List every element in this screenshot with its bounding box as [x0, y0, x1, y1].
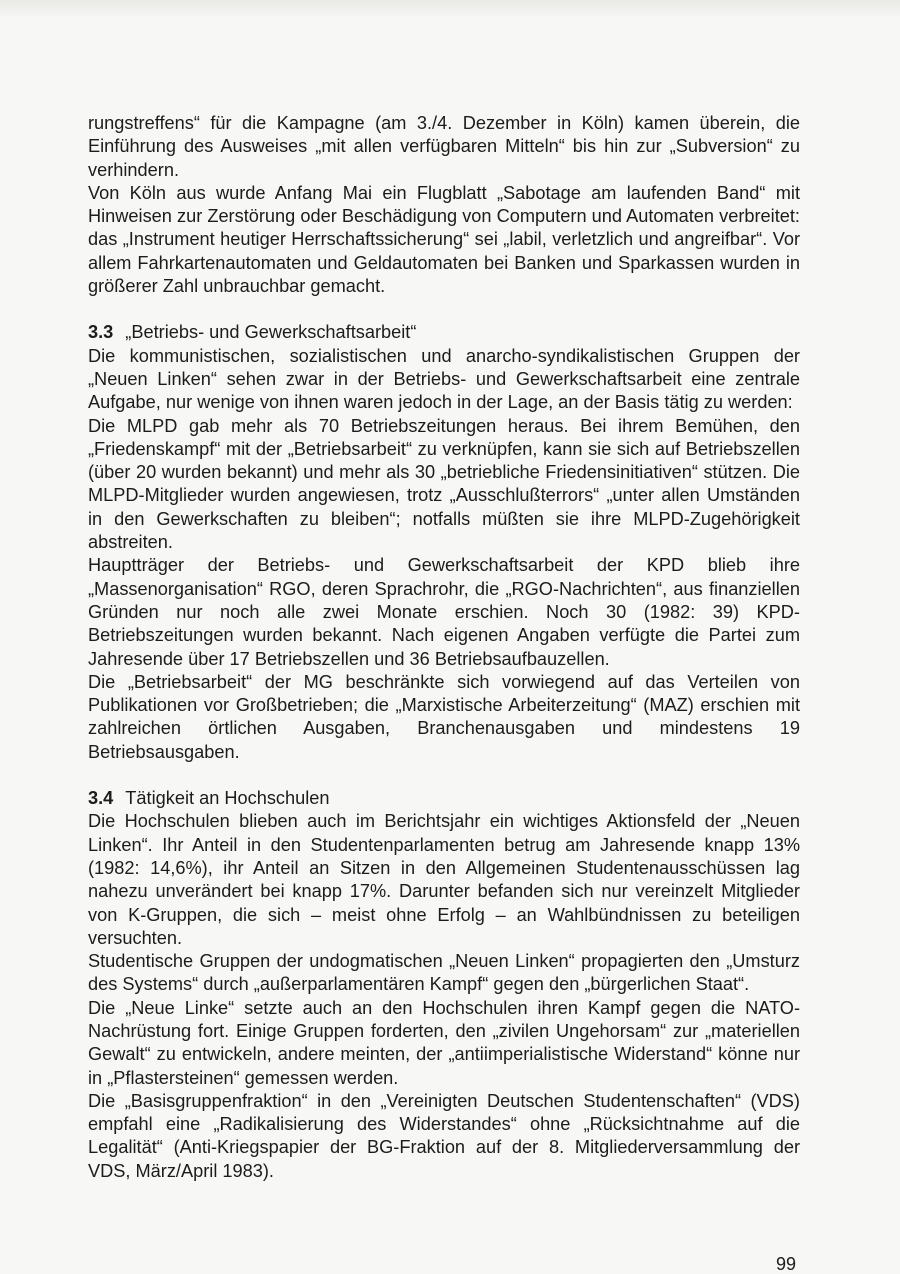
paragraph: Die „Neue Linke“ setzte auch an den Hochschulen ihren Kampf gegen die NATO-Nachrüstung fort. Einige Gruppen forderten, den „zivilen Ungehorsam“ zur „materiellen Gewalt“ zu entwickeln, andere meinten, der „antiimperialistische Widerstand“ könne nur in „Pflastersteinen“ gemessen werden.: [88, 997, 800, 1088]
paragraph: Die MLPD gab mehr als 70 Betriebszeitungen heraus. Bei ihrem Bemühen, den „Friedenskampf“ mit der „Betriebsarbeit“ zu verknüpfen, kann sie sich auf Betriebszellen (über 20 wurden bekannt) und mehr als 30 „betriebliche Friedensinitiativen“ stützen. Die MLPD-Mitglieder wurden angewiesen, trotz „Ausschlußterrors“ „unter allen Umständen in den Gewerkschaften zu bleiben“; notfalls müßten sie ihre MLPD-Zugehörigkeit abstreiten.: [88, 415, 800, 553]
document-body: [88, 112, 800, 1183]
section-gap: [88, 298, 800, 321]
paragraph: Die „Basisgruppenfraktion“ in den „Vereinigten Deutschen Studentenschaften“ (VDS) empfahl eine „Radikalisierung des Widerstandes“ ohne „Rücksichtnahme auf die Legalität“ (Anti-Kriegspapier der BG-Fraktion auf der 8. Mitgliederversammlung der VDS, März/April 1983).: [88, 1090, 800, 1181]
paragraph: Die kommunistischen, sozialistischen und anarcho-syndikalistischen Gruppen der „Neuen Linken“ sehen zwar in der Betriebs- und Gewerkschaftsarbeit eine zentrale Aufgabe, nur wenige von ihnen waren jedoch in der Lage, an der Basis tätig zu werden:: [88, 345, 800, 413]
section-title: Tätigkeit an Hochschulen: [125, 788, 330, 809]
scan-edge: [0, 0, 900, 18]
page-number: 99: [776, 1254, 797, 1274]
section-title: „Betriebs- und Gewerkschaftsarbeit“: [125, 322, 417, 343]
paragraph: Die „Betriebsarbeit“ der MG beschränkte sich vorwiegend auf das Verteilen von Publikationen vor Großbetrieben; die „Marxistische Arbeiterzeitung“ (MAZ) erschien mit zahlreichen örtlichen Ausgaben, Branchenausgaben und mindestens 19 Betriebsausgaben.: [88, 671, 800, 762]
section-number: 3.4: [88, 788, 114, 809]
section-number: 3.3: [88, 322, 114, 343]
section-gap: [88, 764, 800, 787]
section-heading-3-3: [88, 321, 800, 344]
paragraph: Von Köln aus wurde Anfang Mai ein Flugblatt „Sabotage am laufenden Band“ mit Hinweisen zur Zerstörung oder Beschädigung von Computern und Automaten verbreitet: das „Instrument heutiger Herrschaftssicherung“ sei „labil, verletzlich und angreifbar“. Vor allem Fahrkartenautomaten und Geldautomaten bei Banken und Sparkassen wurden in größerer Zahl unbrauchbar gemacht.: [88, 182, 800, 297]
paragraph: Die Hochschulen blieben auch im Berichtsjahr ein wichtiges Aktionsfeld der „Neuen Linken“. Ihr Anteil in den Studentenparlamenten betrug am Jahresende knapp 13% (1982: 14,6%), ihr Anteil an Sitzen in den Allgemeinen Studentenausschüssen lag nahezu unverändert bei knapp 17%. Darunter befanden sich nur vereinzelt Mitglieder von K-Gruppen, die sich – meist ohne Erfolg – an Wahlbündnissen zu beteiligen versuchten.: [88, 811, 800, 948]
section-heading-3-4: [88, 787, 800, 810]
paragraph: Hauptträger der Betriebs- und Gewerkschaftsarbeit der KPD blieb ihre „Massenorganisation“ RGO, deren Sprachrohr, die „RGO-Nachrichten“, aus finanziellen Gründen nur noch alle zwei Monate erschien. Noch 30 (1982: 39) KPD-Betriebszeitungen wurden bekannt. Nach eigenen Angaben verfügte die Partei zum Jahresende über 17 Betriebszellen und 36 Betriebsaufbauzellen.: [88, 555, 800, 669]
paragraph: rungstreffens“ für die Kampagne (am 3./4. Dezember in Köln) kamen überein, die Einführung des Ausweises „mit allen verfügbaren Mitteln“ bis hin zur „Subversion“ zu verhindern.: [88, 113, 800, 180]
paragraph: Studentische Gruppen der undogmatischen „Neuen Linken“ propagierten den „Umsturz des Systems“ durch „außerparlamentären Kampf“ gegen den „bürgerlichen Staat“.: [88, 951, 800, 995]
